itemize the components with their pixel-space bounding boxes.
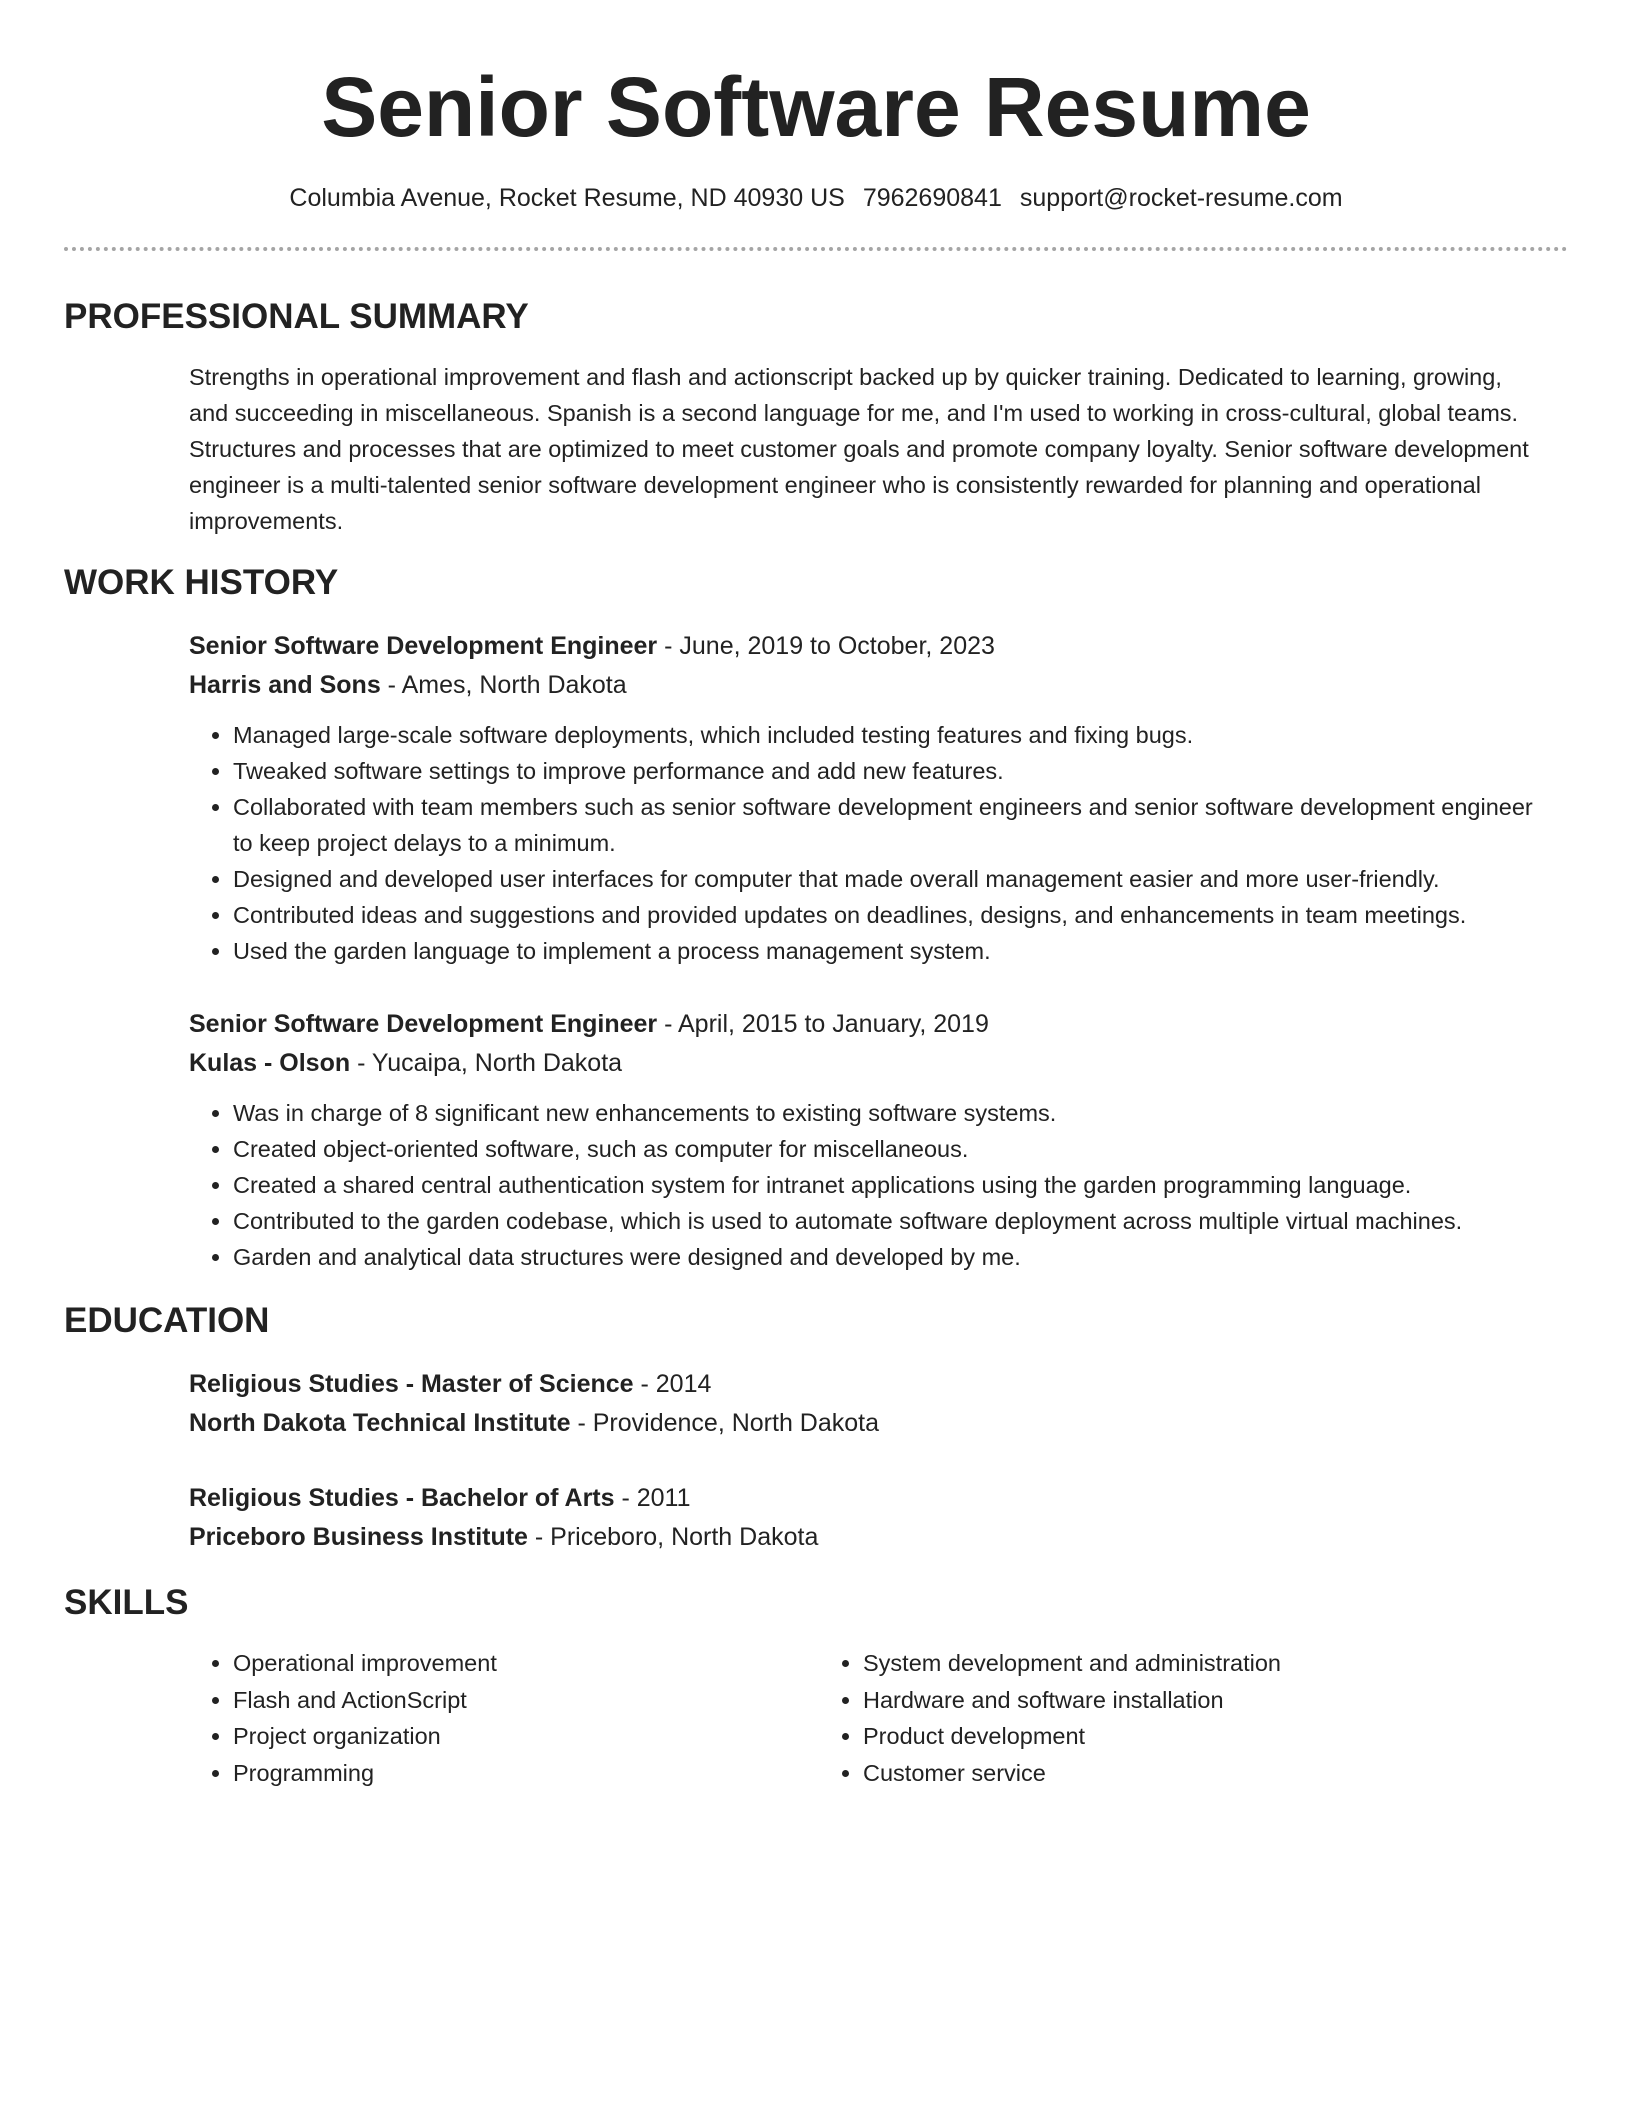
list-item: • System development and administration — [863, 1645, 1449, 1682]
skills-list-right — [819, 1645, 1449, 1791]
education-school: Priceboro Business Institute — [189, 1523, 528, 1551]
list-item: • Garden and analytical data structures were designed and developed by me. — [233, 1239, 1538, 1275]
education-year: - 2014 — [633, 1370, 712, 1398]
list-item: • Project organization — [233, 1718, 819, 1755]
job-company: Kulas - Olson — [189, 1049, 351, 1077]
list-item: • Was in charge of 8 significant new enhancements to existing software systems. — [233, 1095, 1538, 1131]
list-item: • Contributed to the garden codebase, which is used to automate software deployment across multiple virtual machines. — [233, 1203, 1538, 1239]
list-item: • Product development — [863, 1718, 1449, 1755]
education-degree: Religious Studies - Bachelor of Arts — [189, 1484, 615, 1512]
list-item: • Collaborated with team members such as senior software development engineers and senior software development engineer to keep project delays to a minimum. — [233, 789, 1538, 861]
job-title-line — [189, 1005, 1538, 1044]
job-bullet-list — [189, 1095, 1538, 1275]
education-degree: Religious Studies - Master of Science — [189, 1370, 634, 1398]
list-item: • Operational improvement — [233, 1645, 819, 1682]
header-divider — [64, 247, 1568, 251]
education-school-line — [189, 1518, 1538, 1557]
section-title-education: EDUCATION — [64, 1301, 270, 1340]
job-company-line — [189, 1044, 1538, 1083]
education-school-line — [189, 1404, 1538, 1443]
list-item: • Hardware and software installation — [863, 1682, 1449, 1719]
list-item: • Customer service — [863, 1755, 1449, 1792]
job-dates: - June, 2019 to October, 2023 — [657, 632, 995, 660]
job-bullet-list — [189, 717, 1538, 969]
job-company: Harris and Sons — [189, 671, 381, 699]
list-item: • Tweaked software settings to improve performance and add new features. — [233, 753, 1538, 789]
skills-list-left — [189, 1645, 819, 1791]
section-title-work-history: WORK HISTORY — [64, 563, 339, 602]
list-item: • Created a shared central authentication system for intranet applications using the garden programming language. — [233, 1167, 1538, 1203]
education-year: - 2011 — [614, 1484, 691, 1512]
education-school: North Dakota Technical Institute — [189, 1409, 571, 1437]
education-location: - Priceboro, North Dakota — [527, 1523, 819, 1551]
resume-name: Senior Software Resume — [321, 60, 1311, 154]
job-location: - Yucaipa, North Dakota — [350, 1049, 623, 1077]
job-title-line — [189, 627, 1538, 666]
education-degree-line — [189, 1365, 1538, 1404]
skills-grid — [64, 1645, 1568, 1791]
contact-address: Columbia Avenue, Rocket Resume, ND 40930 US — [289, 184, 845, 212]
list-item: • Used the garden language to implement a process management system. — [233, 933, 1538, 969]
education-entry — [64, 1479, 1568, 1557]
list-item: • Created object-oriented software, such as computer for miscellaneous. — [233, 1131, 1538, 1167]
job-role: Senior Software Development Engineer — [189, 1010, 658, 1038]
section-title-summary: PROFESSIONAL SUMMARY — [64, 297, 529, 336]
list-item: • Flash and ActionScript — [233, 1682, 819, 1719]
summary-text: Strengths in operational improvement and flash and actionscript backed up by quicker training. Dedicated to learning, growing, and succeeding in miscellaneous. Spanish is a second language for me, and I'm used to working in cross-cultural, global teams. Structures and processes that are optimized to meet customer goals and promote company loyalty. Senior software development engineer is a multi-talented senior software development engineer who is consistently rewarded for planning and operational improvements. — [189, 364, 1529, 534]
job-dates: - April, 2015 to January, 2019 — [657, 1010, 989, 1038]
education-location: - Providence, North Dakota — [570, 1409, 880, 1437]
list-item: • Designed and developed user interfaces for computer that made overall management easier and more user-friendly. — [233, 861, 1538, 897]
list-item: • Programming — [233, 1755, 819, 1792]
job-entry — [64, 627, 1568, 969]
job-entry — [64, 1005, 1568, 1275]
education-entry — [64, 1365, 1568, 1443]
job-role: Senior Software Development Engineer — [189, 632, 658, 660]
list-item: • Contributed ideas and suggestions and provided updates on deadlines, designs, and enhancements in team meetings. — [233, 897, 1538, 933]
job-location: - Ames, North Dakota — [380, 671, 627, 699]
list-item: • Managed large-scale software deployments, which included testing features and fixing bugs. — [233, 717, 1538, 753]
contact-phone: 7962690841 — [862, 184, 1002, 212]
job-company-line — [189, 666, 1538, 705]
contact-email: support@rocket-resume.com — [1019, 184, 1343, 212]
contact-line — [64, 182, 1568, 214]
section-title-skills: SKILLS — [64, 1583, 189, 1622]
education-degree-line — [189, 1479, 1538, 1518]
